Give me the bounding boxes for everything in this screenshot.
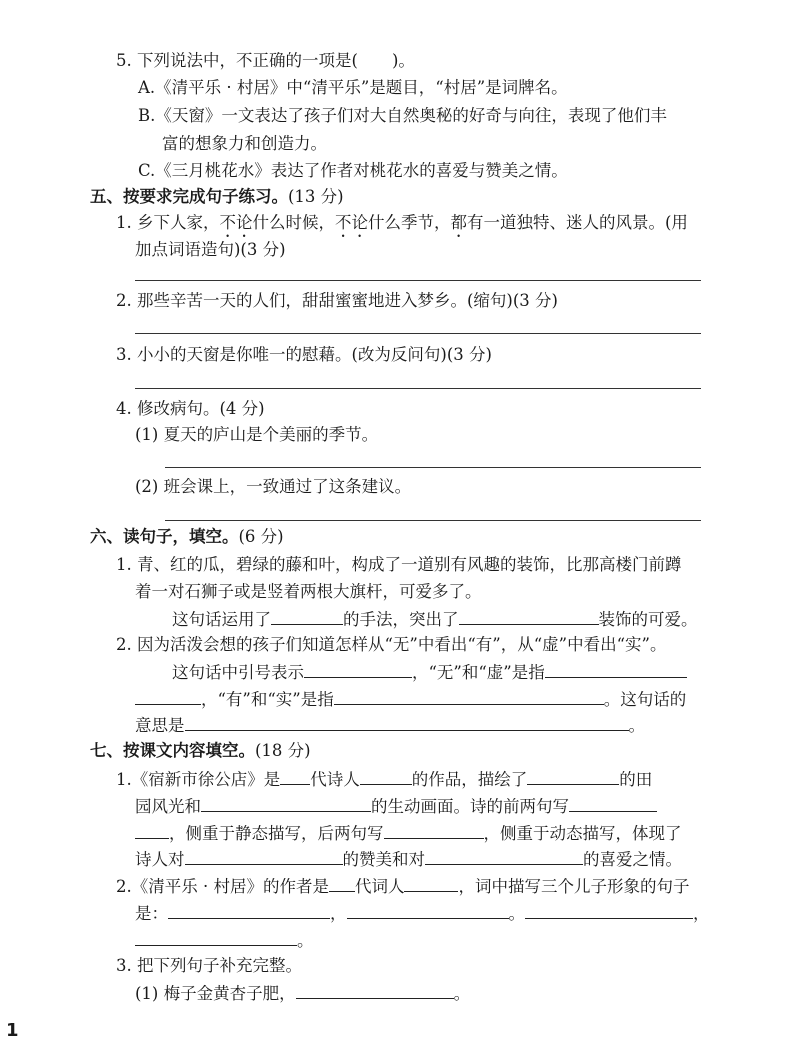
blank[interactable] xyxy=(545,661,687,678)
blank[interactable] xyxy=(329,875,355,892)
answer-line[interactable] xyxy=(165,467,701,468)
blank[interactable] xyxy=(304,661,412,678)
section-6-title: 六、读句子，填空。(6 分) xyxy=(90,527,284,546)
q5-option-c: C.《三月桃花水》表达了作者对桃花水的喜爱与赞美之情。 xyxy=(138,161,568,180)
q5-option-b-line2: 富的想象力和创造力。 xyxy=(162,134,327,153)
q5-stem: 5. 下列说法中，不正确的一项是( )。 xyxy=(116,51,415,70)
section-7-title: 七、按课文内容填空。(18 分) xyxy=(90,741,311,760)
answer-line[interactable] xyxy=(165,520,701,521)
s7-q1-line4: 诗人对 的赞美和对 的喜爱之情。 xyxy=(135,850,682,869)
blank[interactable] xyxy=(280,768,310,785)
q5-option-a: A.《清平乐 · 村居》中“清平乐”是题目，“村居”是词牌名。 xyxy=(138,78,568,97)
blank[interactable] xyxy=(185,714,629,731)
blank[interactable] xyxy=(425,848,583,865)
blank[interactable] xyxy=(296,982,454,999)
blank[interactable] xyxy=(347,902,509,919)
blank[interactable] xyxy=(404,875,458,892)
blank[interactable] xyxy=(135,929,297,946)
s5-q4-2: (2) 班会课上，一致通过了这条建议。 xyxy=(135,477,412,496)
s5-q3: 3. 小小的天窗是你唯一的慰藉。(改为反问句)(3 分) xyxy=(116,345,492,364)
blank[interactable] xyxy=(459,608,599,625)
blank[interactable] xyxy=(525,902,693,919)
s5-q1-line2: 加点词语造句)(3 分) xyxy=(135,240,286,259)
blank[interactable] xyxy=(271,608,343,625)
blank[interactable] xyxy=(527,768,619,785)
blank[interactable] xyxy=(201,795,371,812)
s6-q1-line2: 着一对石狮子或是竖着两根大旗杆，可爱多了。 xyxy=(135,582,482,601)
blank[interactable] xyxy=(384,822,484,839)
s7-q2-line3: 。 xyxy=(135,929,314,952)
blank[interactable] xyxy=(334,688,604,705)
blank[interactable] xyxy=(185,848,343,865)
answer-line[interactable] xyxy=(135,388,701,389)
answer-line[interactable] xyxy=(135,333,701,334)
s5-q2: 2. 那些辛苦一天的人们，甜甜蜜蜜地进入梦乡。(缩句)(3 分) xyxy=(116,291,558,310)
s6-q2-fill3: 意思是 。 xyxy=(135,716,645,735)
s7-q2-line1: 2.《清平乐 · 村居》的作者是 代词人 ，词中描写三个儿子形象的句子 xyxy=(116,877,690,896)
s7-q3-1: (1) 梅子金黄杏子肥， 。 xyxy=(135,984,471,1003)
s6-q2-fill1: 这句话中引号表示 ，“无”和“虚”是指 xyxy=(172,661,687,684)
s5-q1-line1: 1. 乡下人家，不论什么时候，不论什么季节，都有一道独特、迷人的风景。(用 xyxy=(116,213,688,232)
s5-q4-1: (1) 夏天的庐山是个美丽的季节。 xyxy=(135,425,379,444)
s6-q1-fill: 这句话运用了 的手法，突出了 装饰的可爱。 xyxy=(172,610,698,629)
blank[interactable] xyxy=(135,822,169,839)
answer-line[interactable] xyxy=(135,280,701,281)
blank[interactable] xyxy=(569,795,657,812)
s7-q3: 3. 把下列句子补充完整。 xyxy=(116,956,302,975)
s7-q1-line1: 1.《宿新市徐公店》是 代诗人 的作品，描绘了 的田 xyxy=(116,770,653,789)
s7-q1-line3: ，侧重于静态描写，后两句写 ，侧重于动态描写，体现了 xyxy=(135,822,682,845)
section-5-title: 五、按要求完成句子练习。(13 分) xyxy=(90,187,344,206)
s6-q2-fill2: ，“有”和“实”是指 。这句话的 xyxy=(135,688,686,711)
s5-q4: 4. 修改病句。(4 分) xyxy=(116,399,265,418)
page-number: 1 xyxy=(6,1020,19,1041)
q5-option-b-line1: B.《天窗》一文表达了孩子们对大自然奥秘的好奇与向往，表现了他们丰 xyxy=(138,106,667,125)
blank[interactable] xyxy=(360,768,412,785)
s7-q1-line2: 园风光和 的生动画面。诗的前两句写 xyxy=(135,795,657,818)
blank[interactable] xyxy=(135,688,201,705)
s6-q2-line1: 2. 因为活泼会想的孩子们知道怎样从“无”中看出“有”，从“虚”中看出“实”。 xyxy=(116,635,667,654)
blank[interactable] xyxy=(168,902,330,919)
s6-q1-line1: 1. 青、红的瓜，碧绿的藤和叶，构成了一道别有风趣的装饰，比那高楼门前蹲 xyxy=(116,555,682,574)
s7-q2-line2: 是： ， 。 ， xyxy=(135,904,710,923)
